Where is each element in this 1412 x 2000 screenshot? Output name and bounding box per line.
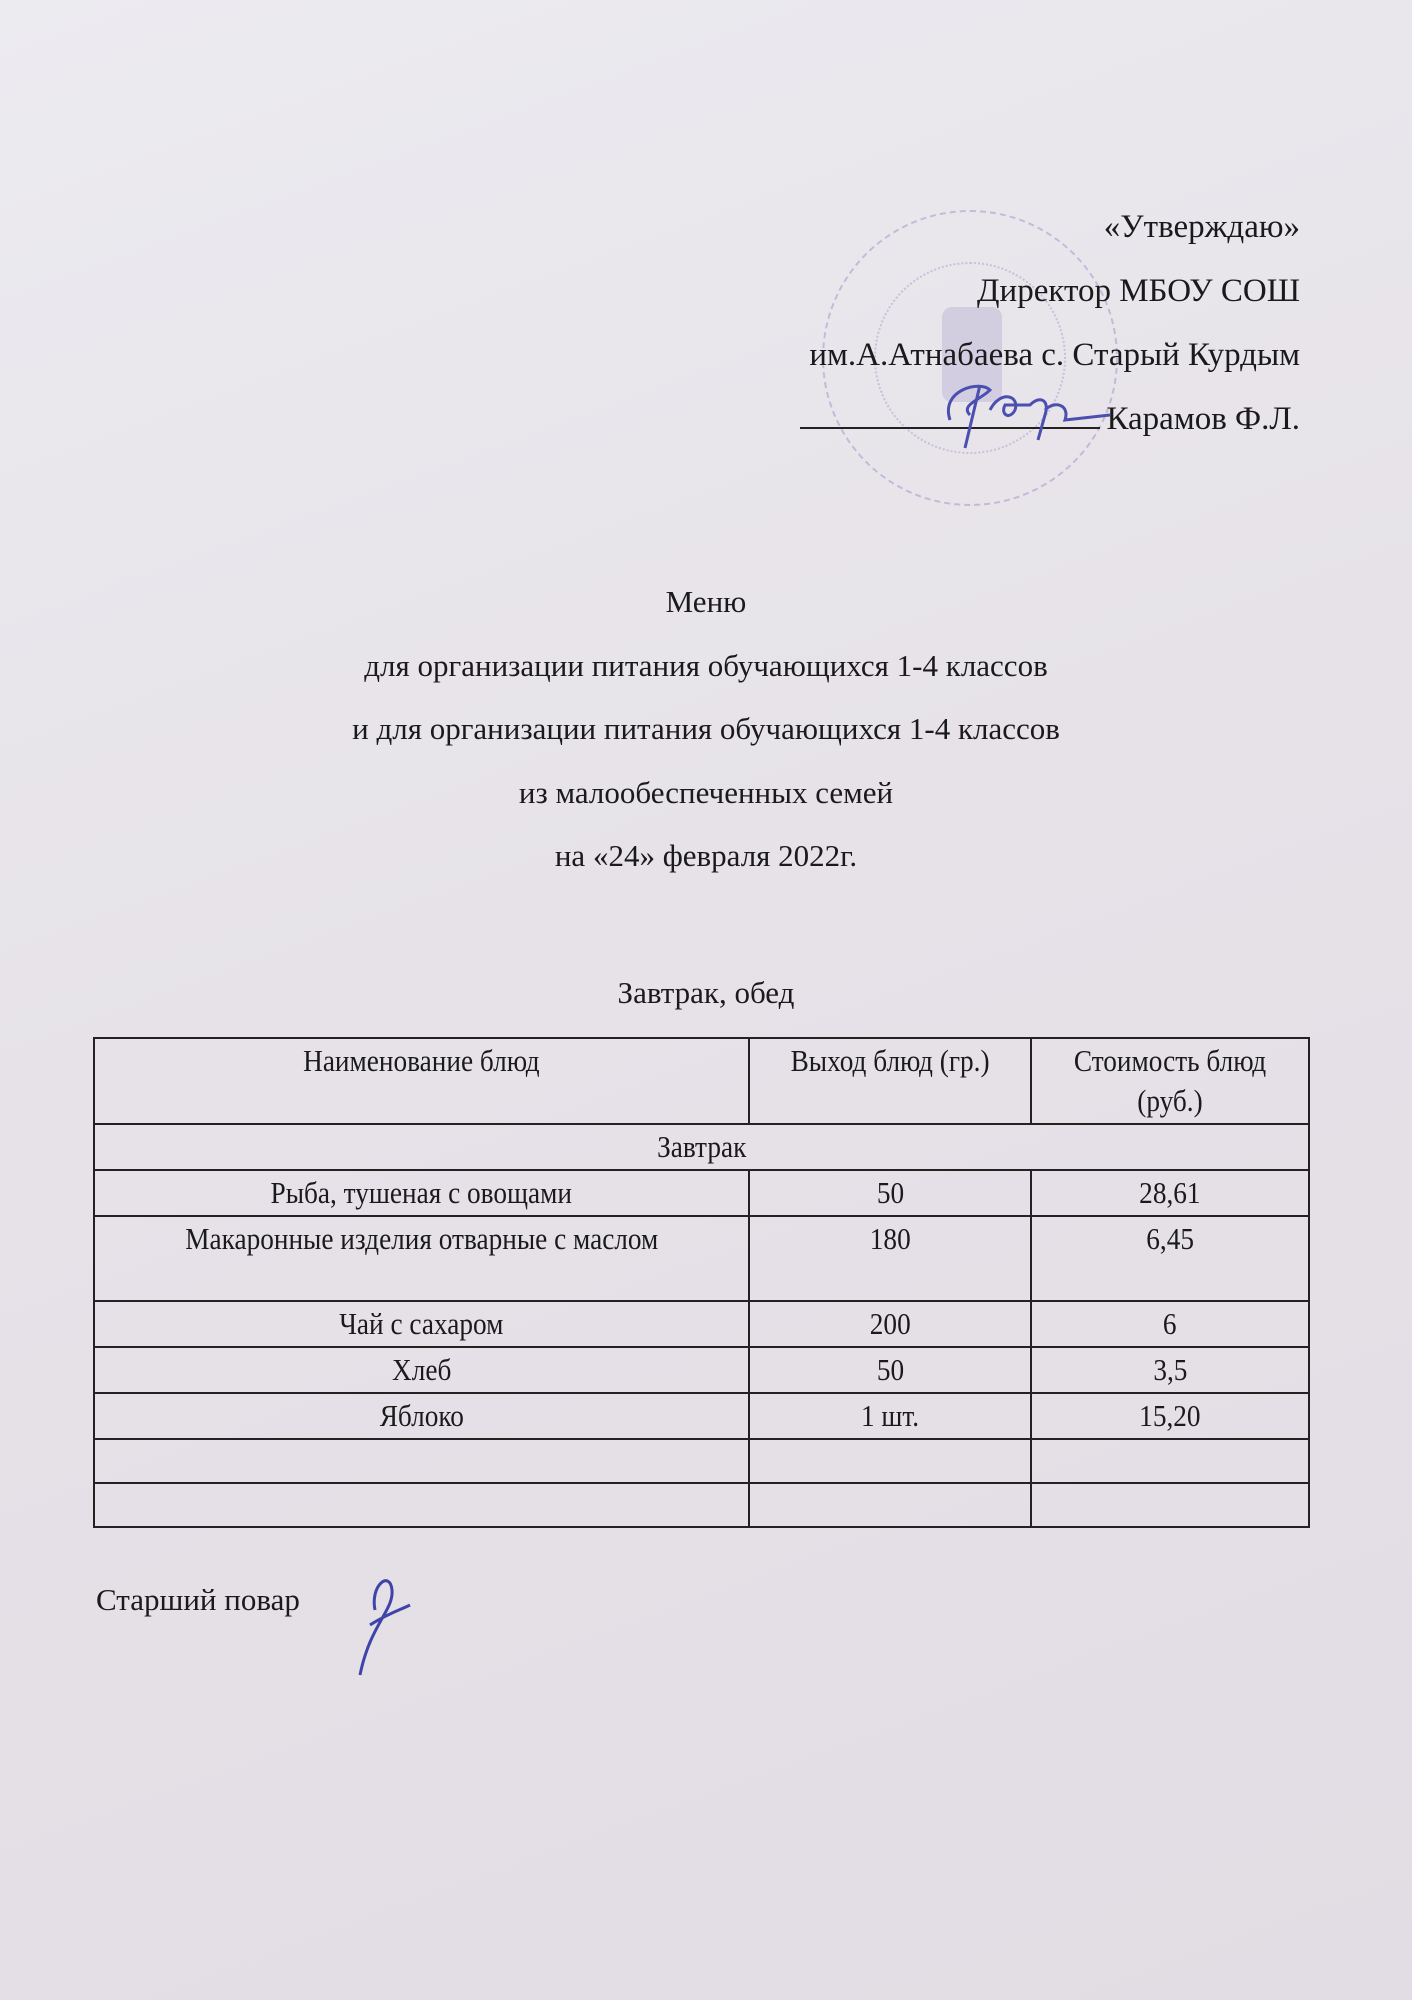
meal-label: Завтрак, обед	[617, 975, 795, 1010]
table-row	[94, 1393, 1309, 1439]
cell: 180	[749, 1216, 1031, 1301]
cell: 28,61	[1031, 1170, 1309, 1216]
cell	[749, 1483, 1031, 1527]
table-row	[94, 1216, 1309, 1301]
table-header-row	[94, 1038, 1309, 1124]
empty-row	[94, 1439, 1309, 1483]
cook-signature	[330, 1565, 420, 1680]
cell: 15,20	[1031, 1393, 1309, 1439]
cell	[94, 1439, 749, 1483]
cell: 200	[749, 1301, 1031, 1347]
approval-heading: «Утверждаю»	[1103, 209, 1300, 245]
header-cell: Наименование блюд	[94, 1038, 749, 1124]
approval-school: им.А.Атнабаева с. Старый Курдым	[809, 337, 1300, 373]
document-title	[0, 570, 1412, 888]
title-line: для организации питания обучающихся 1-4 классов	[364, 647, 1048, 683]
header-cell: Выход блюд (гр.)	[749, 1038, 1031, 1124]
cell	[1031, 1483, 1309, 1527]
table-row	[94, 1170, 1309, 1216]
title-line: и для организации питания обучающихся 1-4 классов	[352, 711, 1060, 746]
cell: Макаронные изделия отварные с маслом	[94, 1216, 749, 1301]
cell	[1031, 1439, 1309, 1483]
table-row	[94, 1301, 1309, 1347]
cell: Хлеб	[94, 1347, 749, 1393]
header-cell: Стоимость блюд (руб.)	[1031, 1038, 1309, 1124]
cell: Чай с сахаром	[94, 1301, 749, 1347]
cell: 50	[749, 1170, 1031, 1216]
cell: 6	[1031, 1301, 1309, 1347]
approval-position: Директор МБОУ СОШ	[977, 273, 1300, 309]
cell: Рыба, тушеная с овощами	[94, 1170, 749, 1216]
cell	[749, 1439, 1031, 1483]
section-cell: Завтрак	[94, 1124, 1309, 1170]
cell: 1 шт.	[749, 1393, 1031, 1439]
cook-label: Старший повар	[96, 1582, 300, 1617]
menu-table	[93, 1037, 1310, 1528]
cell: 50	[749, 1347, 1031, 1393]
cell: 3,5	[1031, 1347, 1309, 1393]
cell: Яблоко	[94, 1393, 749, 1439]
approval-name: Карамов Ф.Л.	[1106, 401, 1300, 437]
cell	[94, 1483, 749, 1527]
empty-row	[94, 1483, 1309, 1527]
director-signature	[920, 360, 1120, 450]
title-line: из малообеспеченных семей	[518, 774, 894, 810]
section-row	[94, 1124, 1309, 1170]
title-line: Меню	[665, 584, 747, 619]
table-row	[94, 1347, 1309, 1393]
cell: 6,45	[1031, 1216, 1309, 1301]
title-date: на «24» февраля 2022г.	[554, 838, 858, 873]
